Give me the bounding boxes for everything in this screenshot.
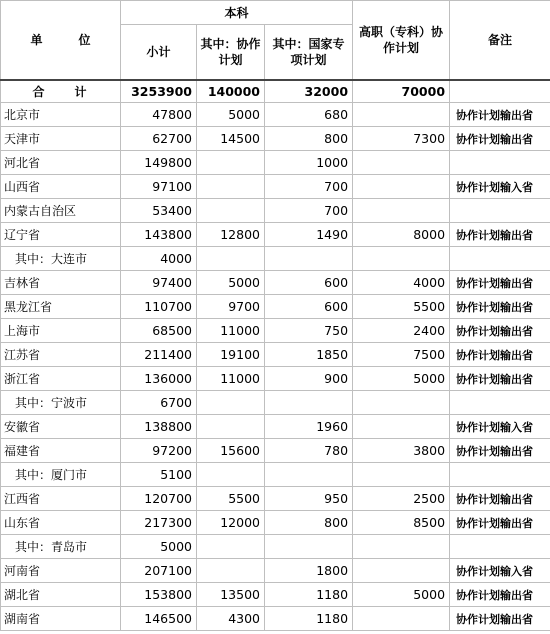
total-national: 32000 [265, 80, 353, 103]
subtotal-cell: 146500 [121, 607, 197, 631]
subtotal-cell: 138800 [121, 415, 197, 439]
unit-name: 天津市 [1, 127, 121, 151]
subtotal-cell: 62700 [121, 127, 197, 151]
subtotal-cell: 97100 [121, 175, 197, 199]
header-vocational: 高职（专科）协作计划 [353, 1, 450, 80]
national-cell: 900 [265, 367, 353, 391]
total-vocational: 70000 [353, 80, 450, 103]
table-row [1, 583, 550, 607]
coop-cell: 4300 [197, 607, 265, 631]
table-row [1, 343, 550, 367]
coop-cell [197, 535, 265, 559]
table-row [1, 319, 550, 343]
total-label: 合 计 [1, 80, 121, 103]
subtotal-cell: 136000 [121, 367, 197, 391]
vocational-cell: 4000 [353, 271, 450, 295]
remarks-cell: 协作计划输出省 [450, 583, 550, 607]
remarks-cell: 协作计划输出省 [450, 367, 550, 391]
remarks-cell [450, 247, 550, 271]
header-subtotal: 小计 [121, 25, 197, 80]
vocational-cell [353, 559, 450, 583]
national-cell: 1000 [265, 151, 353, 175]
remarks-cell: 协作计划输出省 [450, 223, 550, 247]
vocational-cell [353, 463, 450, 487]
table-row [1, 607, 550, 631]
remarks-cell: 协作计划输出省 [450, 439, 550, 463]
subtotal-cell: 5100 [121, 463, 197, 487]
table-row [1, 175, 550, 199]
coop-cell [197, 415, 265, 439]
unit-name: 其中：青岛市 [1, 535, 121, 559]
unit-name: 内蒙古自治区 [1, 199, 121, 223]
unit-name: 其中：宁波市 [1, 391, 121, 415]
table-row [1, 463, 550, 487]
subtotal-cell: 211400 [121, 343, 197, 367]
national-cell: 1490 [265, 223, 353, 247]
coop-cell: 12000 [197, 511, 265, 535]
unit-name: 上海市 [1, 319, 121, 343]
coop-cell: 11000 [197, 367, 265, 391]
subtotal-cell: 4000 [121, 247, 197, 271]
remarks-cell [450, 391, 550, 415]
national-cell: 600 [265, 271, 353, 295]
unit-name: 山东省 [1, 511, 121, 535]
vocational-cell [353, 103, 450, 127]
national-cell: 1180 [265, 583, 353, 607]
vocational-cell: 7300 [353, 127, 450, 151]
vocational-cell [353, 199, 450, 223]
national-cell [265, 391, 353, 415]
subtotal-cell: 68500 [121, 319, 197, 343]
table-row [1, 367, 550, 391]
national-cell: 680 [265, 103, 353, 127]
unit-name: 江西省 [1, 487, 121, 511]
vocational-cell [353, 535, 450, 559]
table-row [1, 295, 550, 319]
unit-name: 吉林省 [1, 271, 121, 295]
table-row [1, 511, 550, 535]
subtotal-cell: 5000 [121, 535, 197, 559]
national-cell: 1180 [265, 607, 353, 631]
unit-name: 其中：厦门市 [1, 463, 121, 487]
vocational-cell: 8500 [353, 511, 450, 535]
total-subtotal: 3253900 [121, 80, 197, 103]
national-cell: 950 [265, 487, 353, 511]
coop-cell: 5000 [197, 271, 265, 295]
unit-name: 山西省 [1, 175, 121, 199]
coop-cell: 5500 [197, 487, 265, 511]
subtotal-cell: 153800 [121, 583, 197, 607]
subtotal-cell: 110700 [121, 295, 197, 319]
vocational-cell [353, 247, 450, 271]
table-row [1, 439, 550, 463]
vocational-cell [353, 415, 450, 439]
table-row [1, 247, 550, 271]
coop-cell [197, 391, 265, 415]
unit-name: 江苏省 [1, 343, 121, 367]
national-cell: 800 [265, 511, 353, 535]
header-national: 其中：国家专项计划 [265, 25, 353, 80]
vocational-cell: 2500 [353, 487, 450, 511]
vocational-cell: 5000 [353, 583, 450, 607]
unit-name: 北京市 [1, 103, 121, 127]
vocational-cell: 5500 [353, 295, 450, 319]
remarks-cell: 协作计划输出省 [450, 487, 550, 511]
coop-cell: 12800 [197, 223, 265, 247]
remarks-cell: 协作计划输入省 [450, 415, 550, 439]
subtotal-cell: 97200 [121, 439, 197, 463]
national-cell [265, 535, 353, 559]
table-row [1, 271, 550, 295]
remarks-cell: 协作计划输入省 [450, 175, 550, 199]
total-coop: 140000 [197, 80, 265, 103]
table-row [1, 559, 550, 583]
coop-cell: 5000 [197, 103, 265, 127]
table-row [1, 487, 550, 511]
remarks-cell [450, 535, 550, 559]
coop-cell [197, 151, 265, 175]
remarks-cell: 协作计划输出省 [450, 319, 550, 343]
national-cell: 750 [265, 319, 353, 343]
vocational-cell: 2400 [353, 319, 450, 343]
table-row [1, 199, 550, 223]
coop-cell: 14500 [197, 127, 265, 151]
unit-name: 辽宁省 [1, 223, 121, 247]
coop-cell: 9700 [197, 295, 265, 319]
remarks-cell: 协作计划输出省 [450, 127, 550, 151]
remarks-cell: 协作计划输出省 [450, 607, 550, 631]
subtotal-cell: 207100 [121, 559, 197, 583]
subtotal-cell: 120700 [121, 487, 197, 511]
remarks-cell [450, 463, 550, 487]
header-coop: 其中：协作计划 [197, 25, 265, 80]
subtotal-cell: 143800 [121, 223, 197, 247]
subtotal-cell: 6700 [121, 391, 197, 415]
vocational-cell: 5000 [353, 367, 450, 391]
unit-name: 福建省 [1, 439, 121, 463]
coop-cell: 13500 [197, 583, 265, 607]
subtotal-cell: 47800 [121, 103, 197, 127]
table-row [1, 223, 550, 247]
national-cell: 1800 [265, 559, 353, 583]
table-row [1, 103, 550, 127]
unit-name: 湖北省 [1, 583, 121, 607]
national-cell: 700 [265, 175, 353, 199]
header-remarks: 备注 [450, 1, 550, 80]
coop-cell [197, 559, 265, 583]
remarks-cell: 协作计划输出省 [450, 271, 550, 295]
vocational-cell: 8000 [353, 223, 450, 247]
vocational-cell [353, 391, 450, 415]
subtotal-cell: 97400 [121, 271, 197, 295]
national-cell: 800 [265, 127, 353, 151]
coop-cell [197, 175, 265, 199]
coop-cell: 15600 [197, 439, 265, 463]
national-cell: 700 [265, 199, 353, 223]
table-row [1, 391, 550, 415]
coop-cell: 19100 [197, 343, 265, 367]
vocational-cell: 3800 [353, 439, 450, 463]
national-cell: 1850 [265, 343, 353, 367]
remarks-cell: 协作计划输出省 [450, 295, 550, 319]
unit-name: 河北省 [1, 151, 121, 175]
remarks-cell: 协作计划输入省 [450, 559, 550, 583]
vocational-cell [353, 151, 450, 175]
unit-name: 河南省 [1, 559, 121, 583]
remarks-cell: 协作计划输出省 [450, 343, 550, 367]
national-cell: 1960 [265, 415, 353, 439]
table-row [1, 535, 550, 559]
header-undergrad: 本科 [121, 1, 353, 25]
vocational-cell [353, 607, 450, 631]
vocational-cell: 7500 [353, 343, 450, 367]
unit-name: 浙江省 [1, 367, 121, 391]
vocational-cell [353, 175, 450, 199]
table-row [1, 127, 550, 151]
table-row [1, 151, 550, 175]
total-note [450, 80, 550, 103]
national-cell [265, 463, 353, 487]
table-row [1, 415, 550, 439]
coop-cell [197, 199, 265, 223]
header-unit: 单 位 [1, 1, 121, 80]
subtotal-cell: 53400 [121, 199, 197, 223]
national-cell: 600 [265, 295, 353, 319]
remarks-cell: 协作计划输出省 [450, 103, 550, 127]
total-row [1, 80, 550, 103]
remarks-cell: 协作计划输出省 [450, 511, 550, 535]
coop-cell [197, 463, 265, 487]
coop-cell [197, 247, 265, 271]
national-cell: 780 [265, 439, 353, 463]
unit-name: 黑龙江省 [1, 295, 121, 319]
unit-name: 其中：大连市 [1, 247, 121, 271]
unit-name: 湖南省 [1, 607, 121, 631]
unit-name: 安徽省 [1, 415, 121, 439]
coop-cell: 11000 [197, 319, 265, 343]
remarks-cell [450, 151, 550, 175]
subtotal-cell: 217300 [121, 511, 197, 535]
subtotal-cell: 149800 [121, 151, 197, 175]
national-cell [265, 247, 353, 271]
remarks-cell [450, 199, 550, 223]
